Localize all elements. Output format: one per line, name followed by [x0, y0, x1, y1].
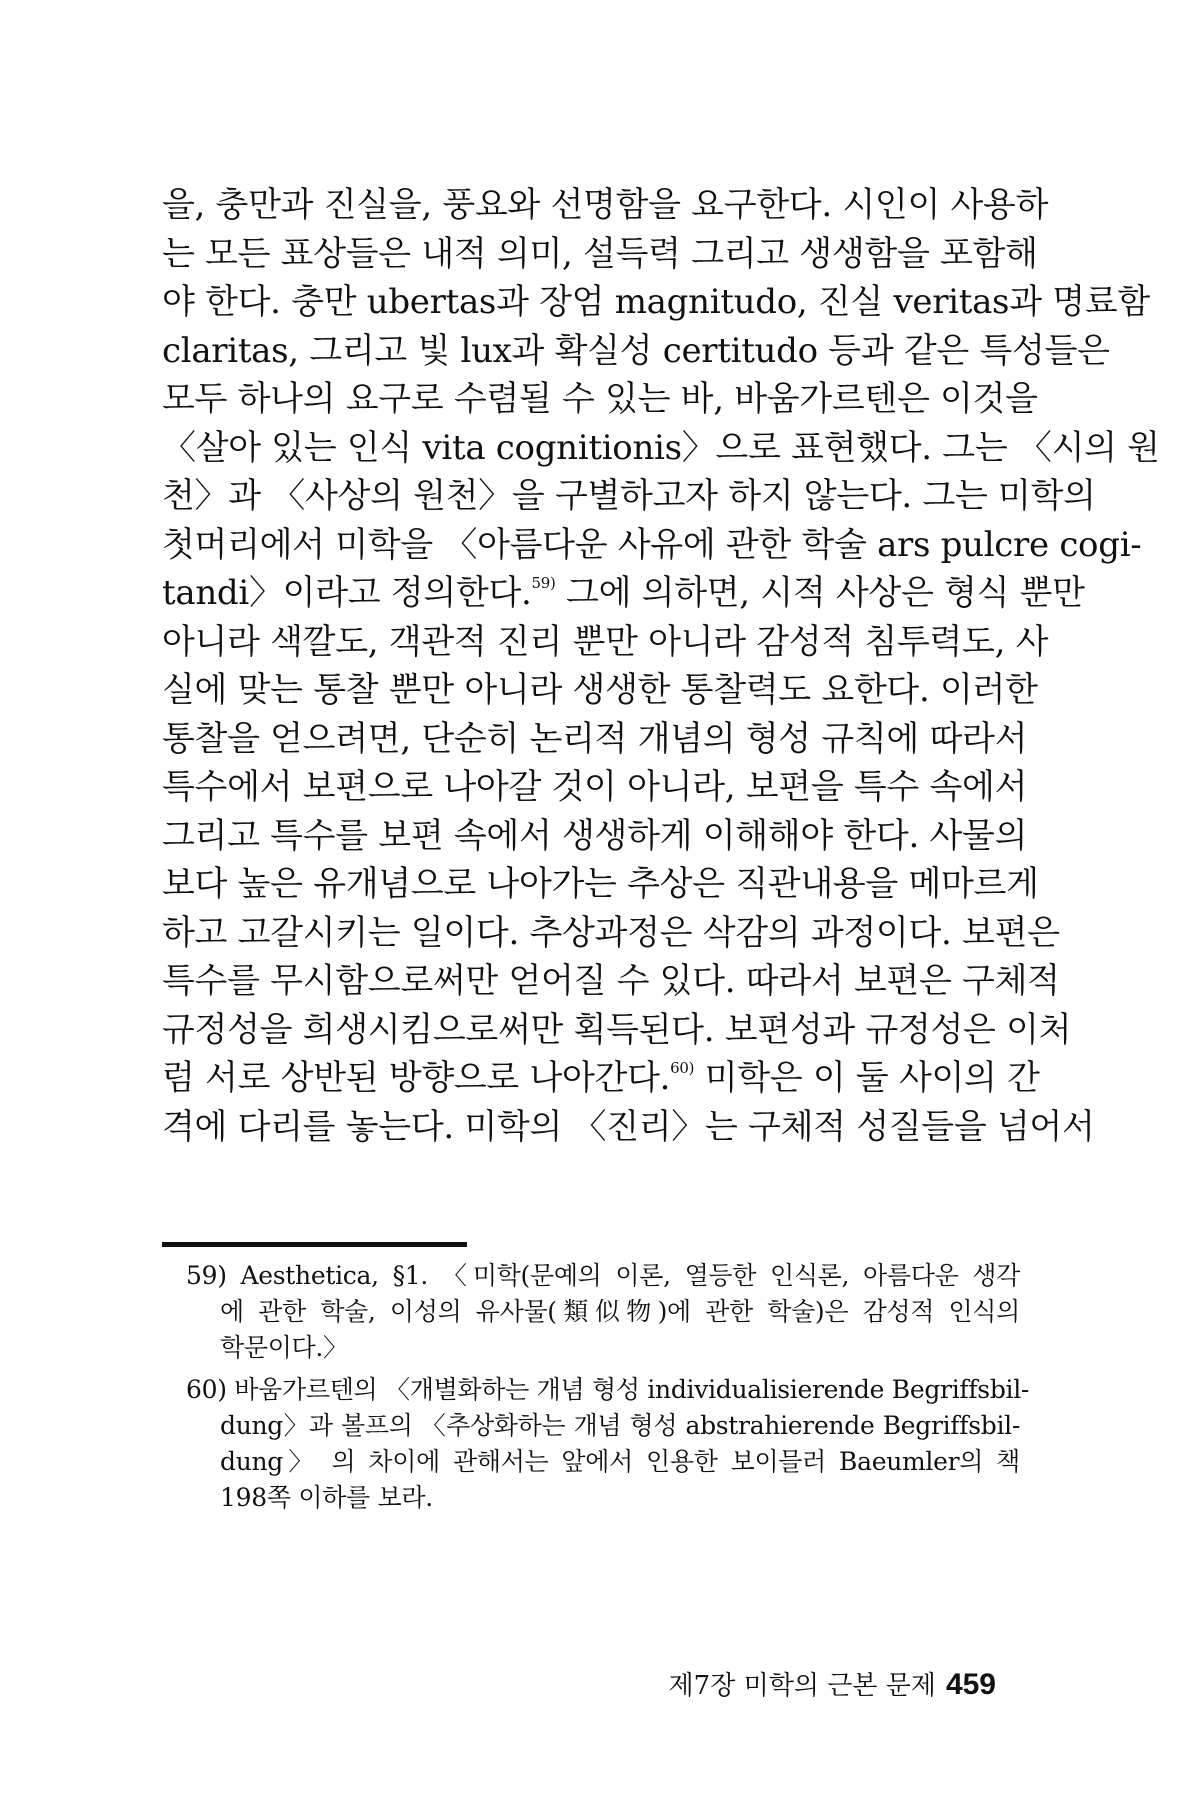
footnote-line: dung〉 의 차이에 관해서는 앞에서 인용한 보이믈러 Baeumler의 책: [220, 1447, 1020, 1476]
body-text-segment: tandi〉이라고 정의한다.: [162, 573, 532, 613]
footnote-line: 학문이다.〉: [220, 1333, 348, 1362]
footnote-line: dung〉과 볼프의 〈추상화하는 개념 형성 abstrahierende Begriffsbil-: [220, 1411, 1020, 1440]
body-line: [162, 569, 1085, 618]
body-line: 규정성을 희생시킴으로써만 획득된다. 보편성과 규정성은 이처: [162, 1009, 1072, 1050]
body-line: 보다 높은 유개념으로 나아가는 추상은 직관내용을 메마르게: [162, 864, 1039, 904]
footnote-ref-60[interactable]: 60): [670, 1059, 695, 1077]
body-line: 통찰을 얻으려면, 단순히 논리적 개념의 형성 규칙에 따라서: [162, 718, 1028, 759]
footnote-ref-59[interactable]: 59): [531, 574, 556, 592]
footnote-60: [186, 1372, 1030, 1516]
body-line: 하고 고갈시키는 일이다. 추상과정은 삭감의 과정이다. 보편은: [162, 912, 1060, 953]
footnotes: [186, 1258, 1030, 1522]
body-text-segment: 미학은 이 둘 사이의 간: [694, 1058, 1040, 1098]
body-text: [162, 181, 1160, 1151]
body-text-segment: 그에 의하면, 시적 사상은 형식 뿐만: [555, 573, 1085, 613]
page-footer: [669, 1665, 996, 1702]
body-line: 격에 다리를 놓는다. 미학의 〈진리〉는 구체적 성질들을 넘어서: [162, 1106, 1095, 1147]
footnote-line: 60) 바움가르텐의 〈개별화하는 개념 형성 individualisierende Begriffsbil-: [186, 1375, 1030, 1404]
page-number: 459: [945, 1668, 996, 1701]
footnote-line: 59) Aesthetica, §1. 〈미학(문예의 이론, 열등한 인식론, 아름다운 생각: [186, 1261, 1020, 1290]
chapter-title: 제7장 미학의 근본 문제: [668, 1671, 936, 1701]
body-line: 첫머리에서 미학을 〈아름다운 사유에 관한 학술 ars pulcre cogi-: [162, 524, 1142, 565]
body-line: 〈살아 있는 인식 vita cognitionis〉으로 표현했다. 그는 〈시의 원: [162, 427, 1160, 468]
footnote-line: 198쪽 이하를 보라.: [220, 1483, 433, 1512]
body-line: 모두 하나의 요구로 수렴될 수 있는 바, 바움가르텐은 이것을: [162, 379, 1038, 419]
body-line: 아니라 색깔도, 객관적 진리 뿐만 아니라 감성적 침투력도, 사: [162, 621, 1049, 662]
body-line: 천〉과 〈사상의 원천〉을 구별하고자 하지 않는다. 그는 미학의: [162, 476, 1096, 516]
body-line: 실에 맞는 통찰 뿐만 아니라 생생한 통찰력도 요한다. 이러한: [162, 670, 1038, 710]
footnote-59: [186, 1258, 1020, 1366]
body-line: claritas, 그리고 빛 lux과 확실성 certitudo 등과 같은 특성들은: [162, 330, 1110, 371]
footnote-line: 에 관한 학술, 이성의 유사물(類似物)에 관한 학술)은 감성적 인식의: [220, 1297, 1020, 1326]
body-line: 을, 충만과 진실을, 풍요와 선명함을 요구한다. 시인이 사용하: [162, 185, 1049, 225]
body-line: 그리고 특수를 보편 속에서 생생하게 이해해야 한다. 사물의: [162, 815, 1028, 856]
body-line: 는 모든 표상들은 내적 의미, 설득력 그리고 생생함을 포함해: [162, 233, 1038, 274]
body-line: 특수에서 보편으로 나아갈 것이 아니라, 보편을 특수 속에서: [162, 767, 1028, 807]
footnote-divider: [162, 1242, 467, 1247]
body-line: 야 한다. 충만 ubertas과 장엄 magnitudo, 진실 veritas과 명료함: [162, 282, 1150, 322]
body-text-segment: 럼 서로 상반된 방향으로 나아간다.: [162, 1058, 671, 1098]
body-line: 특수를 무시함으로써만 얻어질 수 있다. 따라서 보편은 구체적: [162, 961, 1060, 1001]
body-line: [162, 1054, 1040, 1103]
